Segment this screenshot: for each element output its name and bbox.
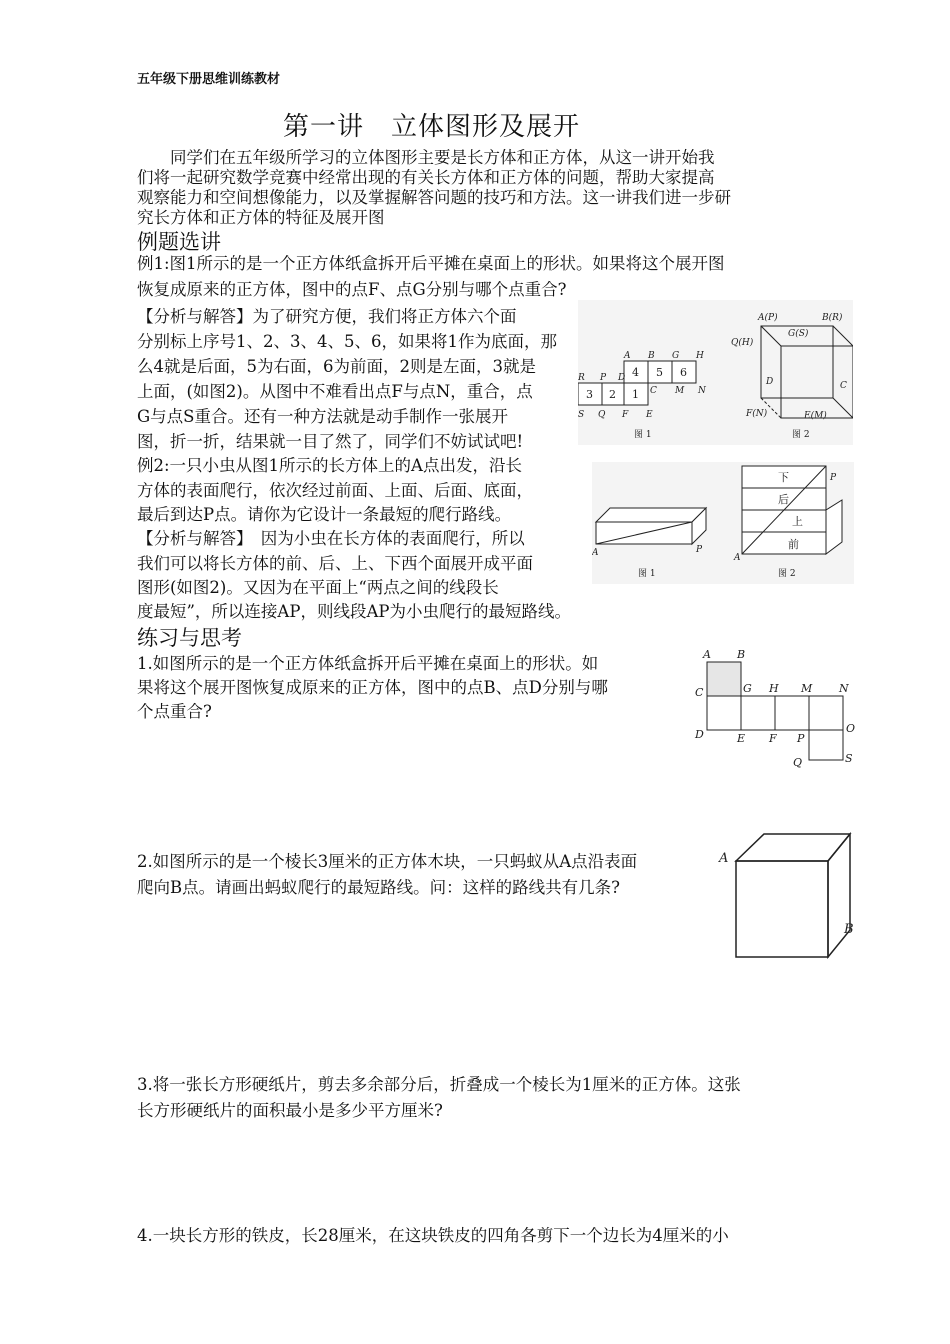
vertex-label: S	[578, 410, 585, 420]
q2-cube-diagram	[736, 834, 850, 957]
example-2-line: 例2:一只小虫从图1所示的长方体上的A点出发，沿长	[137, 456, 522, 475]
q1-net-diagram	[707, 662, 843, 760]
question-1-line: 个点重合?	[137, 702, 212, 721]
net-number: 1	[632, 388, 639, 401]
section-title-practice: 练习与思考	[137, 626, 242, 650]
cube-top-face	[736, 834, 850, 861]
cube-side-face	[828, 834, 850, 957]
page-header: 五年级下册思维训练教材	[137, 72, 281, 87]
net-face-top	[742, 510, 826, 532]
example-2-line: 方体的表面爬行，依次经过前面、上面、后面、底面，	[137, 481, 533, 500]
vertex-label: G	[743, 682, 752, 695]
vertex-label: F(N)	[746, 409, 768, 419]
box-top-face	[596, 508, 706, 522]
analysis-1-line: 上面，(如图2)。从图中不难看出点F与点N，重合，点	[137, 382, 533, 401]
vertex-label: H	[769, 682, 779, 695]
example-2-figures	[592, 462, 854, 584]
vertex-label: S	[845, 752, 853, 765]
example-2-line: 图形(如图2)。又因为在平面上“两点之间的线段长	[137, 578, 499, 597]
vertex-label: N	[698, 386, 706, 396]
vertex-label: A	[719, 851, 729, 866]
example-2-line: 度最短”，所以连接AP，则线段AP为小虫爬行的最短路线。	[137, 602, 571, 621]
net-number: 3	[586, 388, 593, 401]
vertex-label: M	[801, 682, 813, 695]
example-2-line: 我们可以将长方体的前、后、上、下西个面展开成平面	[137, 554, 533, 573]
vertex-label: B	[737, 648, 746, 661]
face-label: 前	[788, 538, 799, 551]
cube-front-face	[736, 861, 828, 957]
vertex-label: A(P)	[758, 313, 778, 323]
question-2-line: 爬向B点。请画出蚂蚁爬行的最短路线。问：这样的路线共有几条?	[137, 878, 620, 897]
vertex-label: D	[695, 728, 704, 741]
net-square	[707, 696, 741, 730]
question-1-line: 果将这个展开图恢复成原来的正方体，图中的点B、点D分别与哪	[137, 678, 608, 697]
vertex-label: Q	[598, 410, 606, 420]
net-square	[775, 696, 809, 730]
net-number: 2	[609, 388, 616, 401]
example-1-line: 恢复成原来的正方体，图中的点F、点G分别与哪个点重合?	[137, 280, 567, 299]
vertex-label: B	[844, 922, 854, 937]
vertex-label: E(M)	[804, 411, 827, 421]
intro-line: 们将一起研究数学竞赛中经常出现的有关长方体和正方体的问题，帮助大家提高	[137, 168, 715, 187]
analysis-1-line: 【分析与解答】为了研究方便，我们将正方体六个面	[137, 307, 517, 326]
vertex-label: P	[797, 732, 805, 745]
net-number: 6	[680, 366, 687, 379]
vertex-label: P	[696, 545, 703, 555]
question-1-net-figure	[693, 646, 857, 768]
vertex-label: P	[600, 373, 607, 383]
net-square	[707, 662, 741, 696]
analysis-1-line: 分别标上序号1、2、3、4、5、6，如果将1作为底面，那	[137, 332, 557, 351]
example-2-line: 最后到达P点。请你为它设计一条最短的爬行路线。	[137, 505, 512, 524]
vertex-label: E	[646, 410, 653, 420]
question-2-line: 2.如图所示的是一个棱长3厘米的正方体木块，一只蚂蚁从A点沿表面	[137, 852, 638, 871]
vertex-label: B(R)	[822, 313, 843, 323]
example-2-line: 【分析与解答】 因为小虫在长方体的表面爬行，所以	[137, 529, 525, 548]
vertex-label: D	[618, 373, 626, 383]
q2-vertex-labels	[718, 851, 854, 937]
vertex-label: E	[737, 732, 746, 745]
section-title-examples: 例题选讲	[137, 230, 221, 254]
figure-caption: 图 2	[778, 569, 796, 579]
figure-caption: 图 2	[792, 430, 810, 440]
intro-line: 观察能力和空间想像能力，以及掌握解答问题的技巧和方法。这一讲我们进一步研	[137, 188, 731, 207]
figure-caption: 图 1	[638, 569, 656, 579]
question-3-line: 3.将一张长方形硬纸片，剪去多余部分后，折叠成一个棱长为1厘米的正方体。这张	[137, 1075, 741, 1094]
question-3-line: 长方形硬纸片的面积最小是多少平方厘米?	[137, 1101, 443, 1120]
analysis-1-line: 图，折一折，结果就一目了然了，同学们不妨试试吧!	[137, 432, 524, 451]
net-square	[809, 696, 843, 730]
analysis-1-line: 么4就是后面，5为右面，6为前面，2则是左面，3就是	[137, 357, 536, 376]
question-1-line: 1.如图所示的是一个正方体纸盒拆开后平摊在桌面上的形状。如	[137, 654, 599, 673]
vertex-label: G	[672, 351, 680, 361]
face-label: 后	[778, 493, 789, 506]
vertex-label: A	[703, 648, 711, 661]
face-label: 下	[778, 471, 789, 484]
vertex-label: A	[734, 553, 741, 563]
vertex-label: Q(H)	[731, 338, 754, 348]
vertex-label: M	[675, 386, 685, 396]
vertex-label: G(S)	[788, 329, 809, 339]
vertex-label: F	[769, 732, 777, 745]
question-4-line: 4.一块长方形的铁皮，长28厘米，在这块铁皮的四角各剪下一个边长为4厘米的小	[137, 1226, 729, 1245]
example-2-box-diagram	[596, 508, 706, 544]
vertex-label: B	[648, 351, 655, 361]
vertex-label: C	[650, 386, 657, 396]
intro-line: 同学们在五年级所学习的立体图形主要是长方体和正方体，从这一讲开始我	[137, 148, 715, 167]
example-1-line: 例1:图1所示的是一个正方体纸盒拆开后平摊在桌面上的形状。如果将这个展开图	[137, 254, 725, 273]
vertex-label: F	[622, 410, 629, 420]
vertex-label: C	[840, 381, 847, 391]
net-face-front	[742, 532, 826, 554]
figure-caption: 图 1	[634, 430, 652, 440]
vertex-label: Q	[793, 756, 803, 768]
net-square	[741, 696, 775, 730]
vertex-label: P	[830, 473, 837, 483]
question-2-cube-figure	[716, 830, 856, 965]
vertex-label: N	[839, 682, 849, 695]
net-number: 4	[632, 366, 639, 379]
vertex-label: A	[624, 351, 631, 361]
page-title: 第一讲 立体图形及展开	[283, 112, 581, 142]
vertex-label: O	[846, 722, 856, 735]
net-number: 5	[656, 366, 663, 379]
face-label: 上	[792, 515, 803, 528]
vertex-label: R	[578, 373, 585, 383]
net-square	[809, 730, 843, 760]
vertex-label: H	[696, 351, 704, 361]
vertex-label: A	[592, 548, 599, 558]
analysis-1-line: G与点S重合。还有一种方法就是动手制作一张展开	[137, 407, 508, 426]
vertex-label: C	[695, 686, 704, 699]
intro-line: 究长方体和正方体的特征及展开图	[137, 208, 385, 227]
vertex-label: D	[766, 377, 774, 387]
example-1-figures	[578, 300, 853, 445]
